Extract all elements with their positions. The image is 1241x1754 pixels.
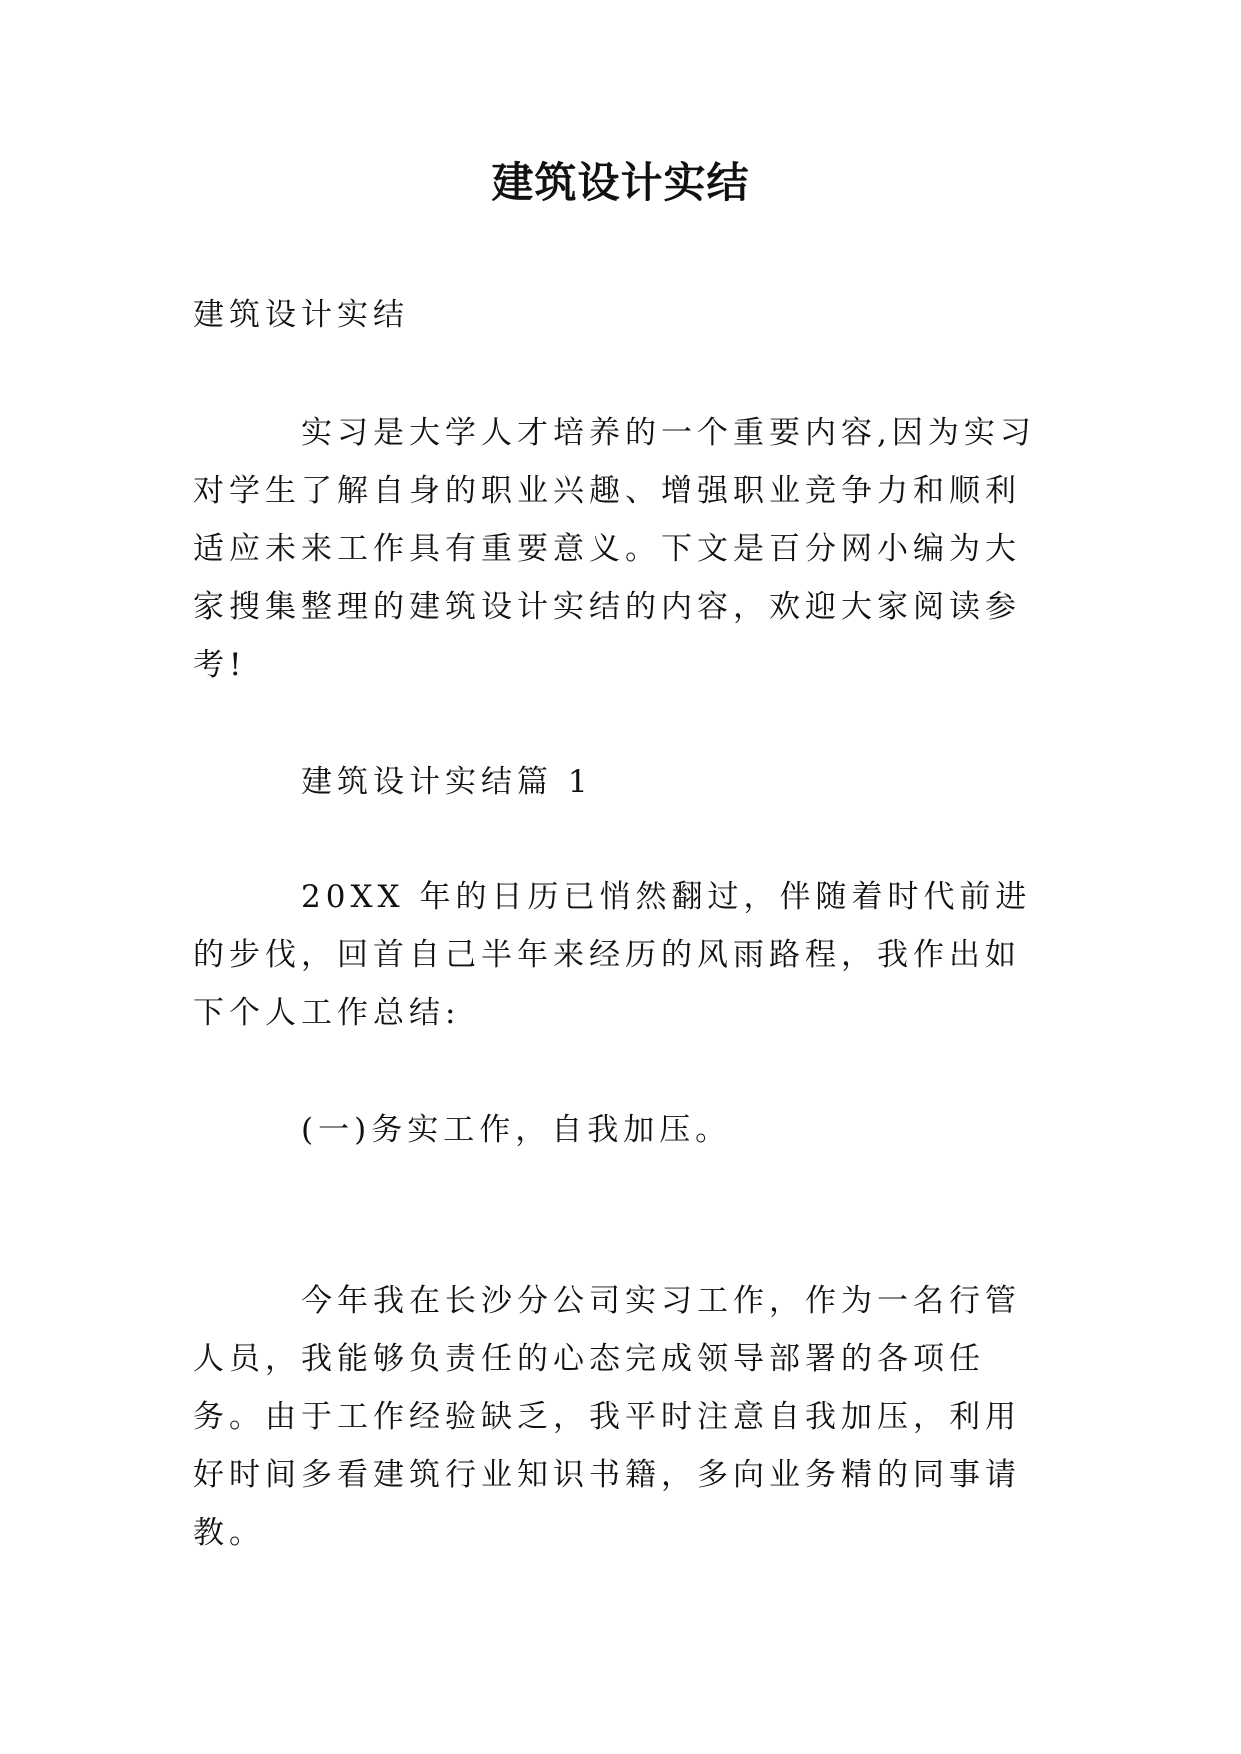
document-subtitle: 建筑设计实结 [193,297,409,333]
document-title: 建筑设计实结 [491,158,750,207]
summary-paragraph: 20XX 年的日历已悄然翻过，伴随着时代前进的步伐，回首自己半年来经历的风雨路程，我作出如下个人工作总结: [193,879,1032,1031]
work-paragraph: 今年我在长沙分公司实习工作，作为一名行管人员，我能够负责任的心态完成领导部署的各项任务。由于工作经验缺乏，我平时注意自我加压，利用好时间多看建筑行业知识书籍，多向业务精的同事请教。 [193,1283,1021,1551]
section-heading: 建筑设计实结篇 1 [301,764,593,800]
intro-paragraph: 实习是大学人才培养的一个重要内容,因为实习对学生了解自身的职业兴趣、增强职业竞争力和顺利适应未来工作具有重要意义。下文是百分网小编为大家搜集整理的建筑设计实结的内容，欢迎大家阅读参考! [193,415,1036,683]
subheading-item: (一)务实工作，自我加压。 [301,1112,732,1148]
